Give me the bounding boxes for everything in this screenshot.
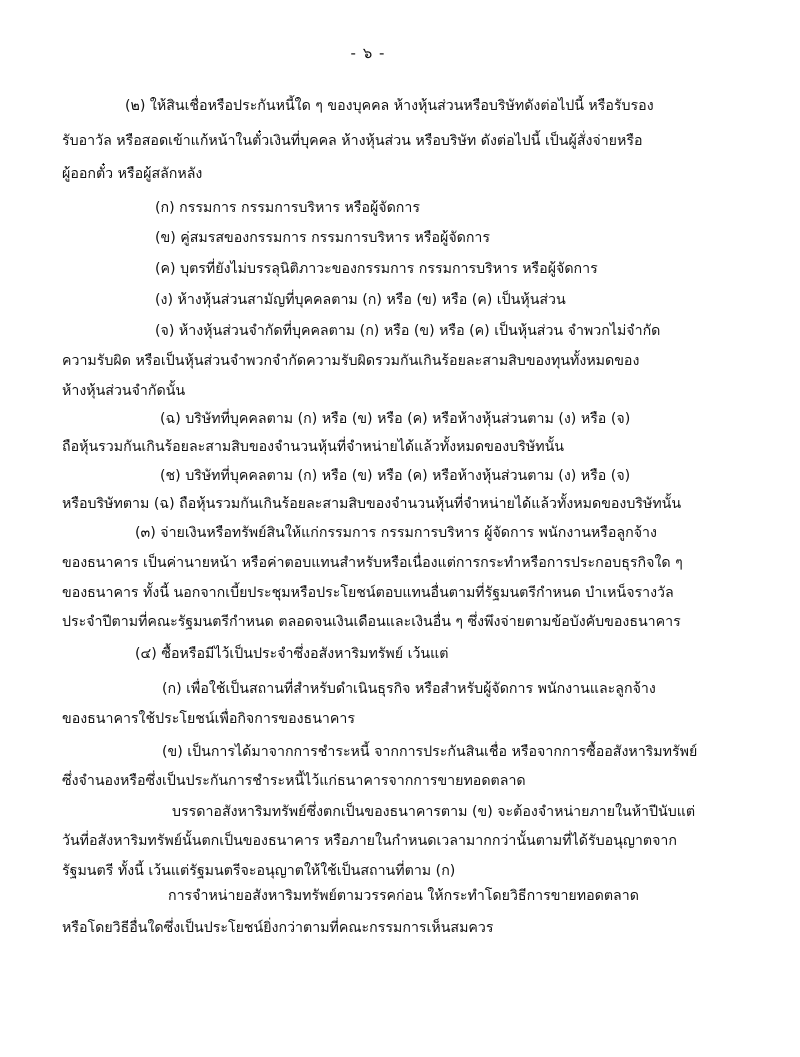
text-line: ของธนาคาร เป็นค่านายหน้า หรือค่าตอบแทนสำหรับหรือเนื่องแต่การกระทำหรือการประกอบธุรกิจใด ๆ — [62, 555, 683, 571]
text-line: ผู้ออกตั๋ว หรือผู้สลักหลัง — [62, 166, 203, 182]
text-line: ประจำปีตามที่คณะรัฐมนตรีกำหนด ตลอดจนเงินเดือนและเงินอื่น ๆ ซึ่งพึงจ่ายตามข้อบังคับของธนาคาร — [62, 614, 681, 630]
text-line: รับอาวัล หรือสอดเข้าแก้หน้าในตั๋วเงินที่บุคคล ห้างหุ้นส่วน หรือบริษัท ดังต่อไปนี้ เป็นผู้สั่งจ่ายหรือ — [62, 133, 643, 149]
list-item-chang: (ช) บริษัทที่บุคคลตาม (ก) หรือ (ข) หรือ (ค) หรือห้างหุ้นส่วนตาม (ง) หรือ (จ) — [160, 468, 631, 484]
text-line: ความรับผิด หรือเป็นหุ้นส่วนจำพวกจำกัดความรับผิดรวมกันเกินร้อยละสามสิบของทุนทั้งหมดของ — [62, 353, 640, 369]
list-item-ko: (ก) กรรมการ กรรมการบริหาร หรือผู้จัดการ — [155, 200, 420, 216]
list-item-kho: (ข) เป็นการได้มาจากการชำระหนี้ จากการประกันสินเชื่อ หรือจากการซื้ออสังหาริมทรัพย์ — [162, 744, 698, 760]
text-line: ห้างหุ้นส่วนจำกัดนั้น — [62, 383, 186, 399]
text-line: ซึ่งจำนองหรือซึ่งเป็นประกันการชำระหนี้ไว้แก่ธนาคารจากการขายทอดตลาด — [62, 773, 526, 789]
text-line: (๒) ให้สินเชื่อหรือประกันหนี้ใด ๆ ของบุคคล ห้างหุ้นส่วนหรือบริษัทดังต่อไปนี้ หรือรับรอง — [125, 98, 654, 114]
paragraph-start: การจำหน่ายอสังหาริมทรัพย์ตามวรรคก่อน ให้กระทำโดยวิธีการขายทอดตลาด — [168, 888, 639, 904]
list-item-ngo: (ง) ห้างหุ้นส่วนสามัญที่บุคคลตาม (ก) หรือ (ข) หรือ (ค) เป็นหุ้นส่วน — [155, 292, 566, 308]
text-line: วันที่อสังหาริมทรัพย์นั้นตกเป็นของธนาคาร หรือภายในกำหนดเวลามากกว่านั้นตามที่ได้รับอนุญาตจาก — [62, 833, 677, 849]
list-item-chor: (ฉ) บริษัทที่บุคคลตาม (ก) หรือ (ข) หรือ (ค) หรือห้างหุ้นส่วนตาม (ง) หรือ (จ) — [160, 411, 631, 427]
text-line: ถือหุ้นรวมกันเกินร้อยละสามสิบของจำนวนหุ้นที่จำหน่ายได้แล้วทั้งหมดของบริษัทนั้น — [62, 439, 564, 455]
page-number: - ๖ - — [350, 44, 386, 62]
text-line: รัฐมนตรี ทั้งนี้ เว้นแต่รัฐมนตรีจะอนุญาตให้ใช้เป็นสถานที่ตาม (ก) — [62, 863, 456, 879]
text-line: หรือบริษัทตาม (ฉ) ถือหุ้นรวมกันเกินร้อยละสามสิบของจำนวนหุ้นที่จำหน่ายได้แล้วทั้งหมดของบริษัทนั้น — [62, 496, 682, 512]
list-item-kho: (ข) คู่สมรสของกรรมการ กรรมการบริหาร หรือผู้จัดการ — [155, 230, 491, 246]
section-3: (๓) จ่ายเงินหรือทรัพย์สินให้แก่กรรมการ กรรมการบริหาร ผู้จัดการ พนักงานหรือลูกจ้าง — [135, 525, 657, 541]
text-line: ของธนาคารใช้ประโยชน์เพื่อกิจการของธนาคาร — [62, 711, 355, 727]
section-4: (๔) ซื้อหรือมีไว้เป็นประจำซึ่งอสังหาริมทรัพย์ เว้นแต่ — [135, 646, 449, 662]
list-item-ko: (ก) เพื่อใช้เป็นสถานที่สำหรับดำเนินธุรกิจ หรือสำหรับผู้จัดการ พนักงานและลูกจ้าง — [162, 681, 656, 697]
list-item-cho: (จ) ห้างหุ้นส่วนจำกัดที่บุคคลตาม (ก) หรือ (ข) หรือ (ค) เป็นหุ้นส่วน จำพวกไม่จำกัด — [155, 323, 661, 339]
text-line: หรือโดยวิธีอื่นใดซึ่งเป็นประโยชน์ยิ่งกว่าตามที่คณะกรรมการเห็นสมควร — [62, 920, 494, 936]
list-item-kho-khwai: (ค) บุตรที่ยังไม่บรรลุนิติภาวะของกรรมการ กรรมการบริหาร หรือผู้จัดการ — [155, 261, 598, 277]
paragraph-start: บรรดาอสังหาริมทรัพย์ซึ่งตกเป็นของธนาคารตาม (ข) จะต้องจำหน่ายภายในห้าปีนับแต่ — [172, 804, 696, 820]
text-line: ของธนาคาร ทั้งนี้ นอกจากเบี้ยประชุมหรือประโยชน์ตอบแทนอื่นตามที่รัฐมนตรีกำหนด บำเหน็จรางวัล — [62, 585, 674, 601]
